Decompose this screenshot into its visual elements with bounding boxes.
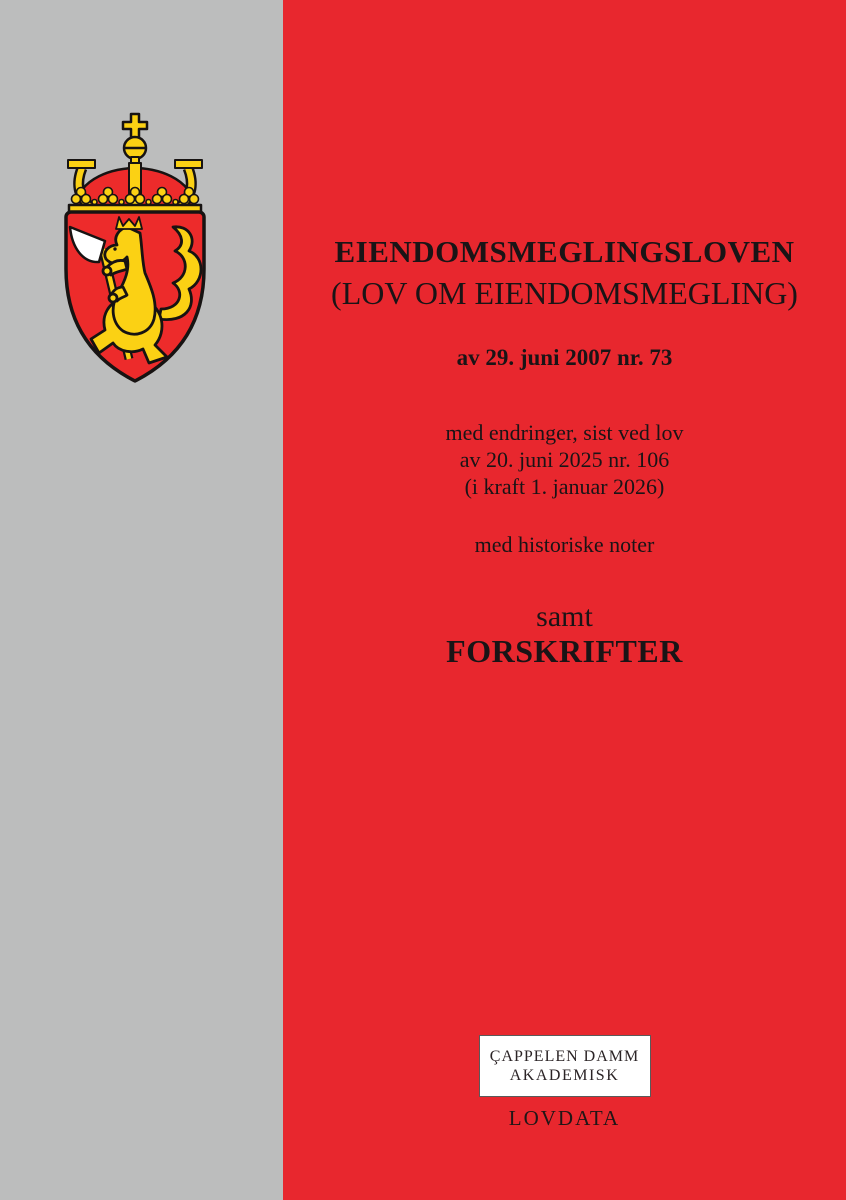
publisher-logo-lovdata: LOVDATA (508, 1106, 621, 1130)
amendment-line-2: av 20. juni 2025 nr. 106 (459, 447, 670, 472)
publisher-name-line: ÇAPPELEN DAMM (489, 1048, 640, 1065)
amendment-line-1: med endringer, sist ved lov (445, 420, 684, 445)
book-title-main: EIENDOMSMEGLINGSLOVEN (334, 234, 795, 269)
law-date-line: av 29. juni 2007 nr. 73 (456, 345, 673, 370)
crest-cross (123, 114, 147, 139)
supplement-word: samt (536, 600, 593, 633)
book-title-paren: (LOV OM EIENDOMSMEGLING) (331, 275, 798, 311)
norwegian-coat-of-arms-icon (55, 111, 215, 395)
supplement-title: FORSKRIFTER (446, 633, 683, 669)
publisher-logo-cappelen-damm (479, 1035, 651, 1097)
historical-notes-line: med historiske noter (474, 532, 655, 557)
amendments-block (283, 419, 846, 500)
publisher-division-line: AKADEMISK (509, 1067, 620, 1084)
gray-side-panel (0, 0, 283, 1200)
amendment-line-3: (i kraft 1. januar 2026) (464, 474, 665, 499)
red-cover-field (283, 0, 846, 1200)
